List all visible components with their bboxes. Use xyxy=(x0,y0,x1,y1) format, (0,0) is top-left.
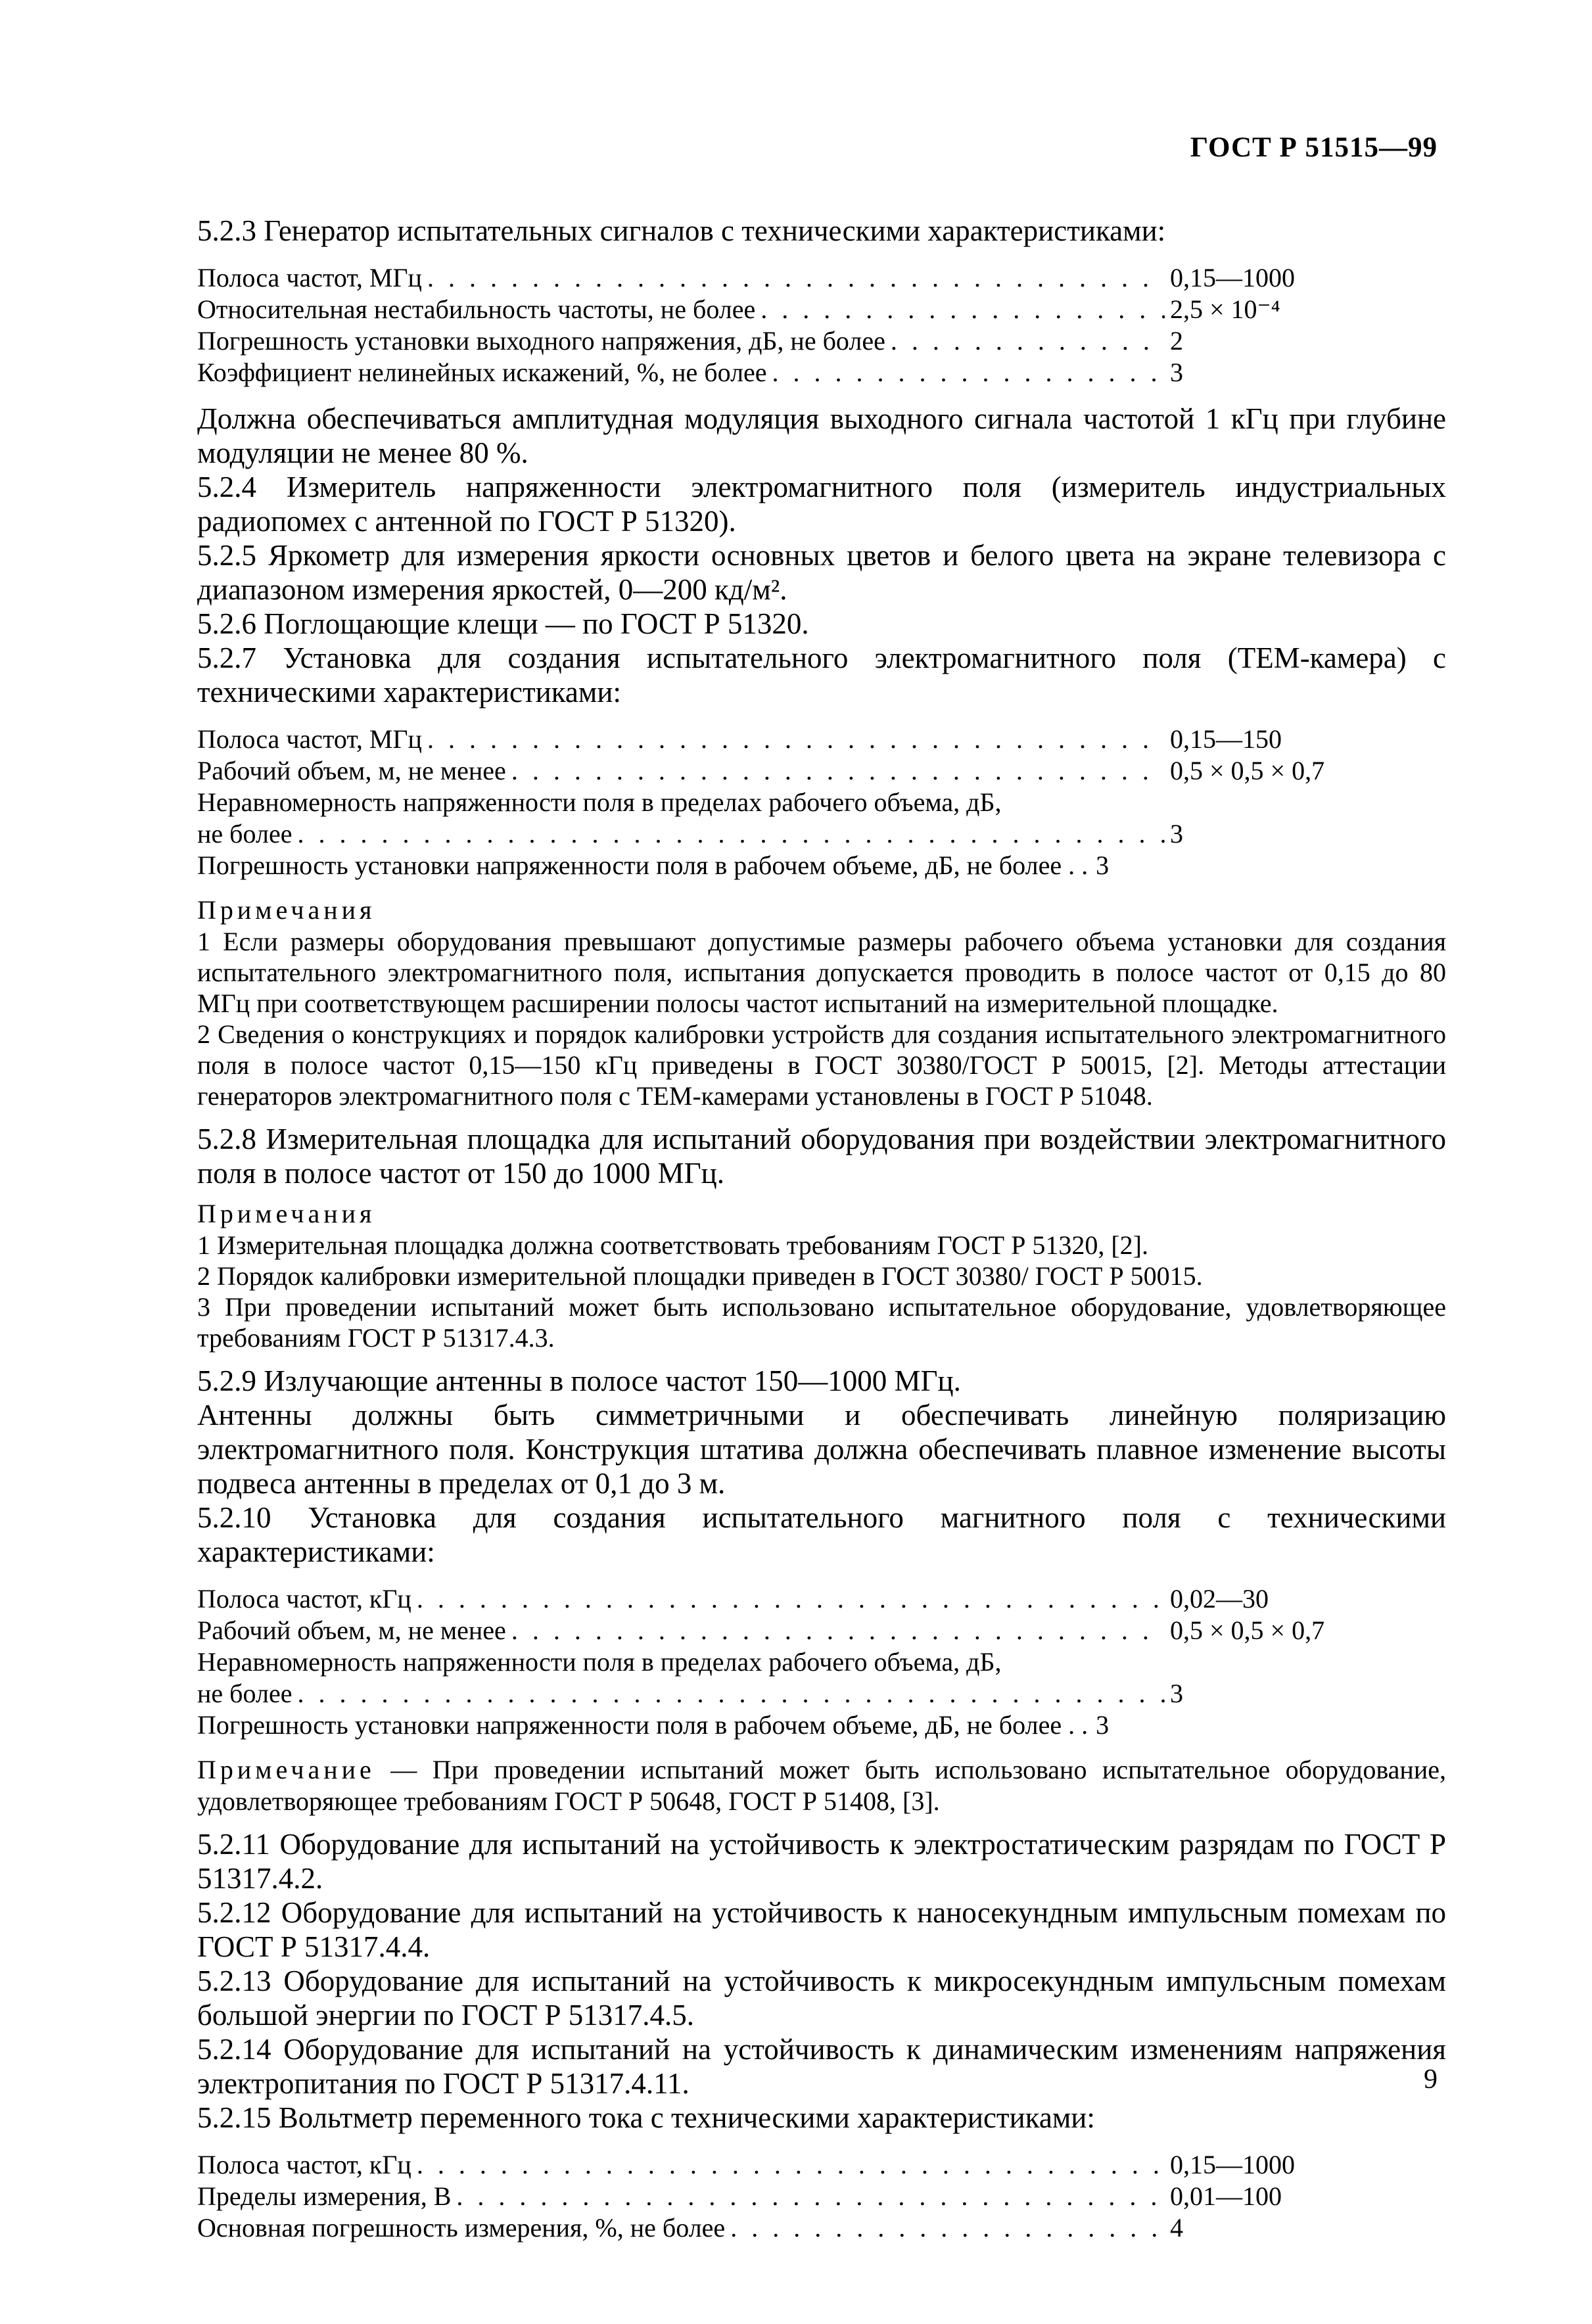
note-item: 2 Сведения о конструкциях и порядок калибровки устройств для создания испытательного электромагнитного поля в полосе частот 0,15—150 кГц приведены в ГОСТ 30380/ГОСТ Р 50015, [2]. Методы аттестации генераторов электромагнитного поля с ТЕМ-камерами установлены в ГОСТ Р 51048. xyxy=(197,1019,1446,1111)
spec-row xyxy=(197,1678,1446,1709)
note-item: 2 Порядок калибровки измерительной площадки приведен в ГОСТ 30380/ ГОСТ Р 50015. xyxy=(197,1261,1203,1291)
notes-heading: Примечания xyxy=(197,895,376,925)
note-item: 1 Если размеры оборудования превышают допустимые размеры рабочего объема установки для создания испытательного электромагнитного поля, испытания допускается проводить в полосе частот от 0,15 до 80 МГц при соответствующем расширении полосы частот испытаний на измерительной площадке. xyxy=(197,927,1446,1018)
section-5-2-3-modulation: Должна обеспечиваться амплитудная модуляция выходного сигнала частотой 1 кГц при глубине модуляции не менее 80 %. xyxy=(197,402,1446,469)
spec-label: Рабочий объем, м, не менее xyxy=(197,756,506,785)
leader-dots xyxy=(730,2212,1165,2244)
spec-row xyxy=(197,294,1446,325)
spec-value: 0,01—100 xyxy=(1170,2181,1282,2211)
spec-label: Полоса частот, кГц xyxy=(197,1584,411,1614)
spec-row xyxy=(197,262,1446,294)
spec-label: не более xyxy=(197,819,293,848)
leader-dots xyxy=(297,818,1165,850)
spec-row xyxy=(197,2149,1446,2181)
spec-value: 0,15—1000 xyxy=(1170,2150,1295,2179)
spec-value: 3 xyxy=(1096,1710,1110,1740)
spec-row xyxy=(197,357,1446,388)
leader-dots xyxy=(427,262,1165,294)
spec-row xyxy=(197,818,1446,850)
section-5-2-3-title: 5.2.3 Генератор испытательных сигналов с техническими характеристиками: xyxy=(197,214,1166,247)
section-5-2-8-title: 5.2.8 Измерительная площадка для испытаний оборудования при воздействии электромагнитного поля в полосе частот от 150 до 1000 МГц. xyxy=(197,1123,1446,1190)
spec-value: 0,15—150 xyxy=(1170,724,1282,754)
leader-dots xyxy=(417,1583,1165,1615)
section-5-2-4: 5.2.4 Измеритель напряженности электромагнитного поля (измеритель индустриальных радиопомех с антенной по ГОСТ Р 51320). xyxy=(197,471,1446,538)
leader-dots xyxy=(297,1678,1165,1709)
spec-row xyxy=(197,724,1446,755)
section-5-2-14: 5.2.14 Оборудование для испытаний на устойчивость к динамическим изменениям напряжения электропитания по ГОСТ Р 51317.4.11. xyxy=(197,2033,1446,2100)
page-number: 9 xyxy=(1424,2064,1438,2095)
spec-label-line: Неравномерность напряженности поля в пределах рабочего объема, дБ, xyxy=(197,1647,1002,1677)
section-5-2-13: 5.2.13 Оборудование для испытаний на устойчивость к микросекундным импульсным помехам большой энергии по ГОСТ Р 51317.4.5. xyxy=(197,1964,1446,2032)
spec-label: Полоса частот, МГц xyxy=(197,724,422,754)
spec-label: Относительная нестабильность частоты, не более xyxy=(197,294,756,324)
spec-table-5-2-15 xyxy=(197,2149,1446,2244)
leader-dots xyxy=(772,357,1165,388)
spec-row xyxy=(197,755,1446,787)
spec-value: 3 xyxy=(1170,1679,1183,1708)
section-5-2-6: 5.2.6 Поглощающие клещи — по ГОСТ Р 51320. xyxy=(197,607,809,640)
leader-dots xyxy=(427,724,1165,755)
leader-dots xyxy=(511,1615,1165,1646)
spec-label: Полоса частот, МГц xyxy=(197,263,422,292)
spec-label: Пределы измерения, В xyxy=(197,2181,452,2211)
section-5-2-11: 5.2.11 Оборудование для испытаний на устойчивость к электростатическим разрядам по ГОСТ Р 51317.4.2. xyxy=(197,1828,1446,1895)
spec-value: 0,5 × 0,5 × 0,7 xyxy=(1170,756,1325,785)
document-header: ГОСТ Р 51515—99 xyxy=(1190,132,1438,163)
spec-value: 2,5 × 10⁻⁴ xyxy=(1170,294,1280,324)
section-5-2-7-title: 5.2.7 Установка для создания испытательного электромагнитного поля (ТЕМ-камера) с техническими характеристиками: xyxy=(197,641,1446,709)
document-body xyxy=(197,214,1446,2257)
section-5-2-10-title: 5.2.10 Установка для создания испытательного магнитного поля с техническими характеристиками: xyxy=(197,1501,1446,1568)
spec-row xyxy=(197,325,1446,357)
spec-row xyxy=(197,1709,1446,1741)
spec-label: Рабочий объем, м, не менее xyxy=(197,1615,506,1645)
spec-table-5-2-7 xyxy=(197,724,1446,881)
spec-label: Основная погрешность измерения, %, не более xyxy=(197,2213,726,2243)
spec-label: Погрешность установки выходного напряжения, дБ, не более xyxy=(197,326,885,356)
spec-value: 0,02—30 xyxy=(1170,1584,1269,1614)
spec-value: 2 xyxy=(1170,326,1183,356)
spec-value: 3 xyxy=(1170,358,1183,387)
spec-table-5-2-10 xyxy=(197,1583,1446,1741)
leader-dots xyxy=(456,2181,1165,2212)
spec-row xyxy=(197,850,1446,881)
leader-dots xyxy=(761,294,1165,325)
spec-value: 3 xyxy=(1170,819,1183,848)
spec-value: 0,5 × 0,5 × 0,7 xyxy=(1170,1615,1325,1645)
note-heading: Примечание xyxy=(197,1755,375,1784)
leader-dots xyxy=(891,325,1165,357)
spec-label: Коэффициент нелинейных искажений, %, не более xyxy=(197,358,767,387)
note-item xyxy=(197,1754,1446,1817)
spec-label: Погрешность установки напряженности поля в рабочем объеме, дБ, не более . . xyxy=(197,850,1089,880)
spec-label-line: Неравномерность напряженности поля в пределах рабочего объема, дБ, xyxy=(197,787,1002,817)
section-5-2-9-body: Антенны должны быть симметричными и обеспечивать линейную поляризацию электромагнитного поля. Конструкция штатива должна обеспечивать плавное изменение высоты подвеса антенны в пределах от 0,1 до 3 м. xyxy=(197,1399,1446,1500)
section-5-2-15-title: 5.2.15 Вольтметр переменного тока с техническими характеристиками: xyxy=(197,2101,1095,2134)
spec-row xyxy=(197,2212,1446,2244)
spec-row xyxy=(197,1615,1446,1646)
note-item: 1 Измерительная площадка должна соответствовать требованиям ГОСТ Р 51320, [2]. xyxy=(197,1230,1148,1260)
spec-row xyxy=(197,2181,1446,2212)
notes-heading: Примечания xyxy=(197,1199,376,1228)
spec-table-5-2-3 xyxy=(197,262,1446,388)
leader-dots xyxy=(417,2149,1165,2181)
section-5-2-5: 5.2.5 Яркометр для измерения яркости основных цветов и белого цвета на экране телевизора с диапазоном измерения яркостей, 0—200 кд/м². xyxy=(197,539,1446,606)
note-item: 3 При проведении испытаний может быть использовано испытательное оборудование, удовлетворяющее требованиям ГОСТ Р 51317.4.3. xyxy=(197,1292,1446,1353)
section-5-2-12: 5.2.12 Оборудование для испытаний на устойчивость к наносекундным импульсным помехам по ГОСТ Р 51317.4.4. xyxy=(197,1896,1446,1963)
spec-value: 4 xyxy=(1170,2213,1183,2243)
spec-row xyxy=(197,1583,1446,1615)
leader-dots xyxy=(511,755,1165,787)
spec-label: не более xyxy=(197,1679,293,1708)
note-text: — При проведении испытаний может быть использовано испытательное оборудование, удовлетворяющее требованиям ГОСТ Р 50648, ГОСТ Р 51408, [3]. xyxy=(197,1755,1446,1816)
spec-value: 0,15—1000 xyxy=(1170,263,1295,292)
spec-label: Полоса частот, кГц xyxy=(197,2150,411,2179)
spec-label: Погрешность установки напряженности поля в рабочем объеме, дБ, не более . . xyxy=(197,1710,1089,1740)
section-5-2-9-title: 5.2.9 Излучающие антенны в полосе частот 150—1000 МГц. xyxy=(197,1364,961,1397)
spec-value: 3 xyxy=(1096,850,1110,880)
